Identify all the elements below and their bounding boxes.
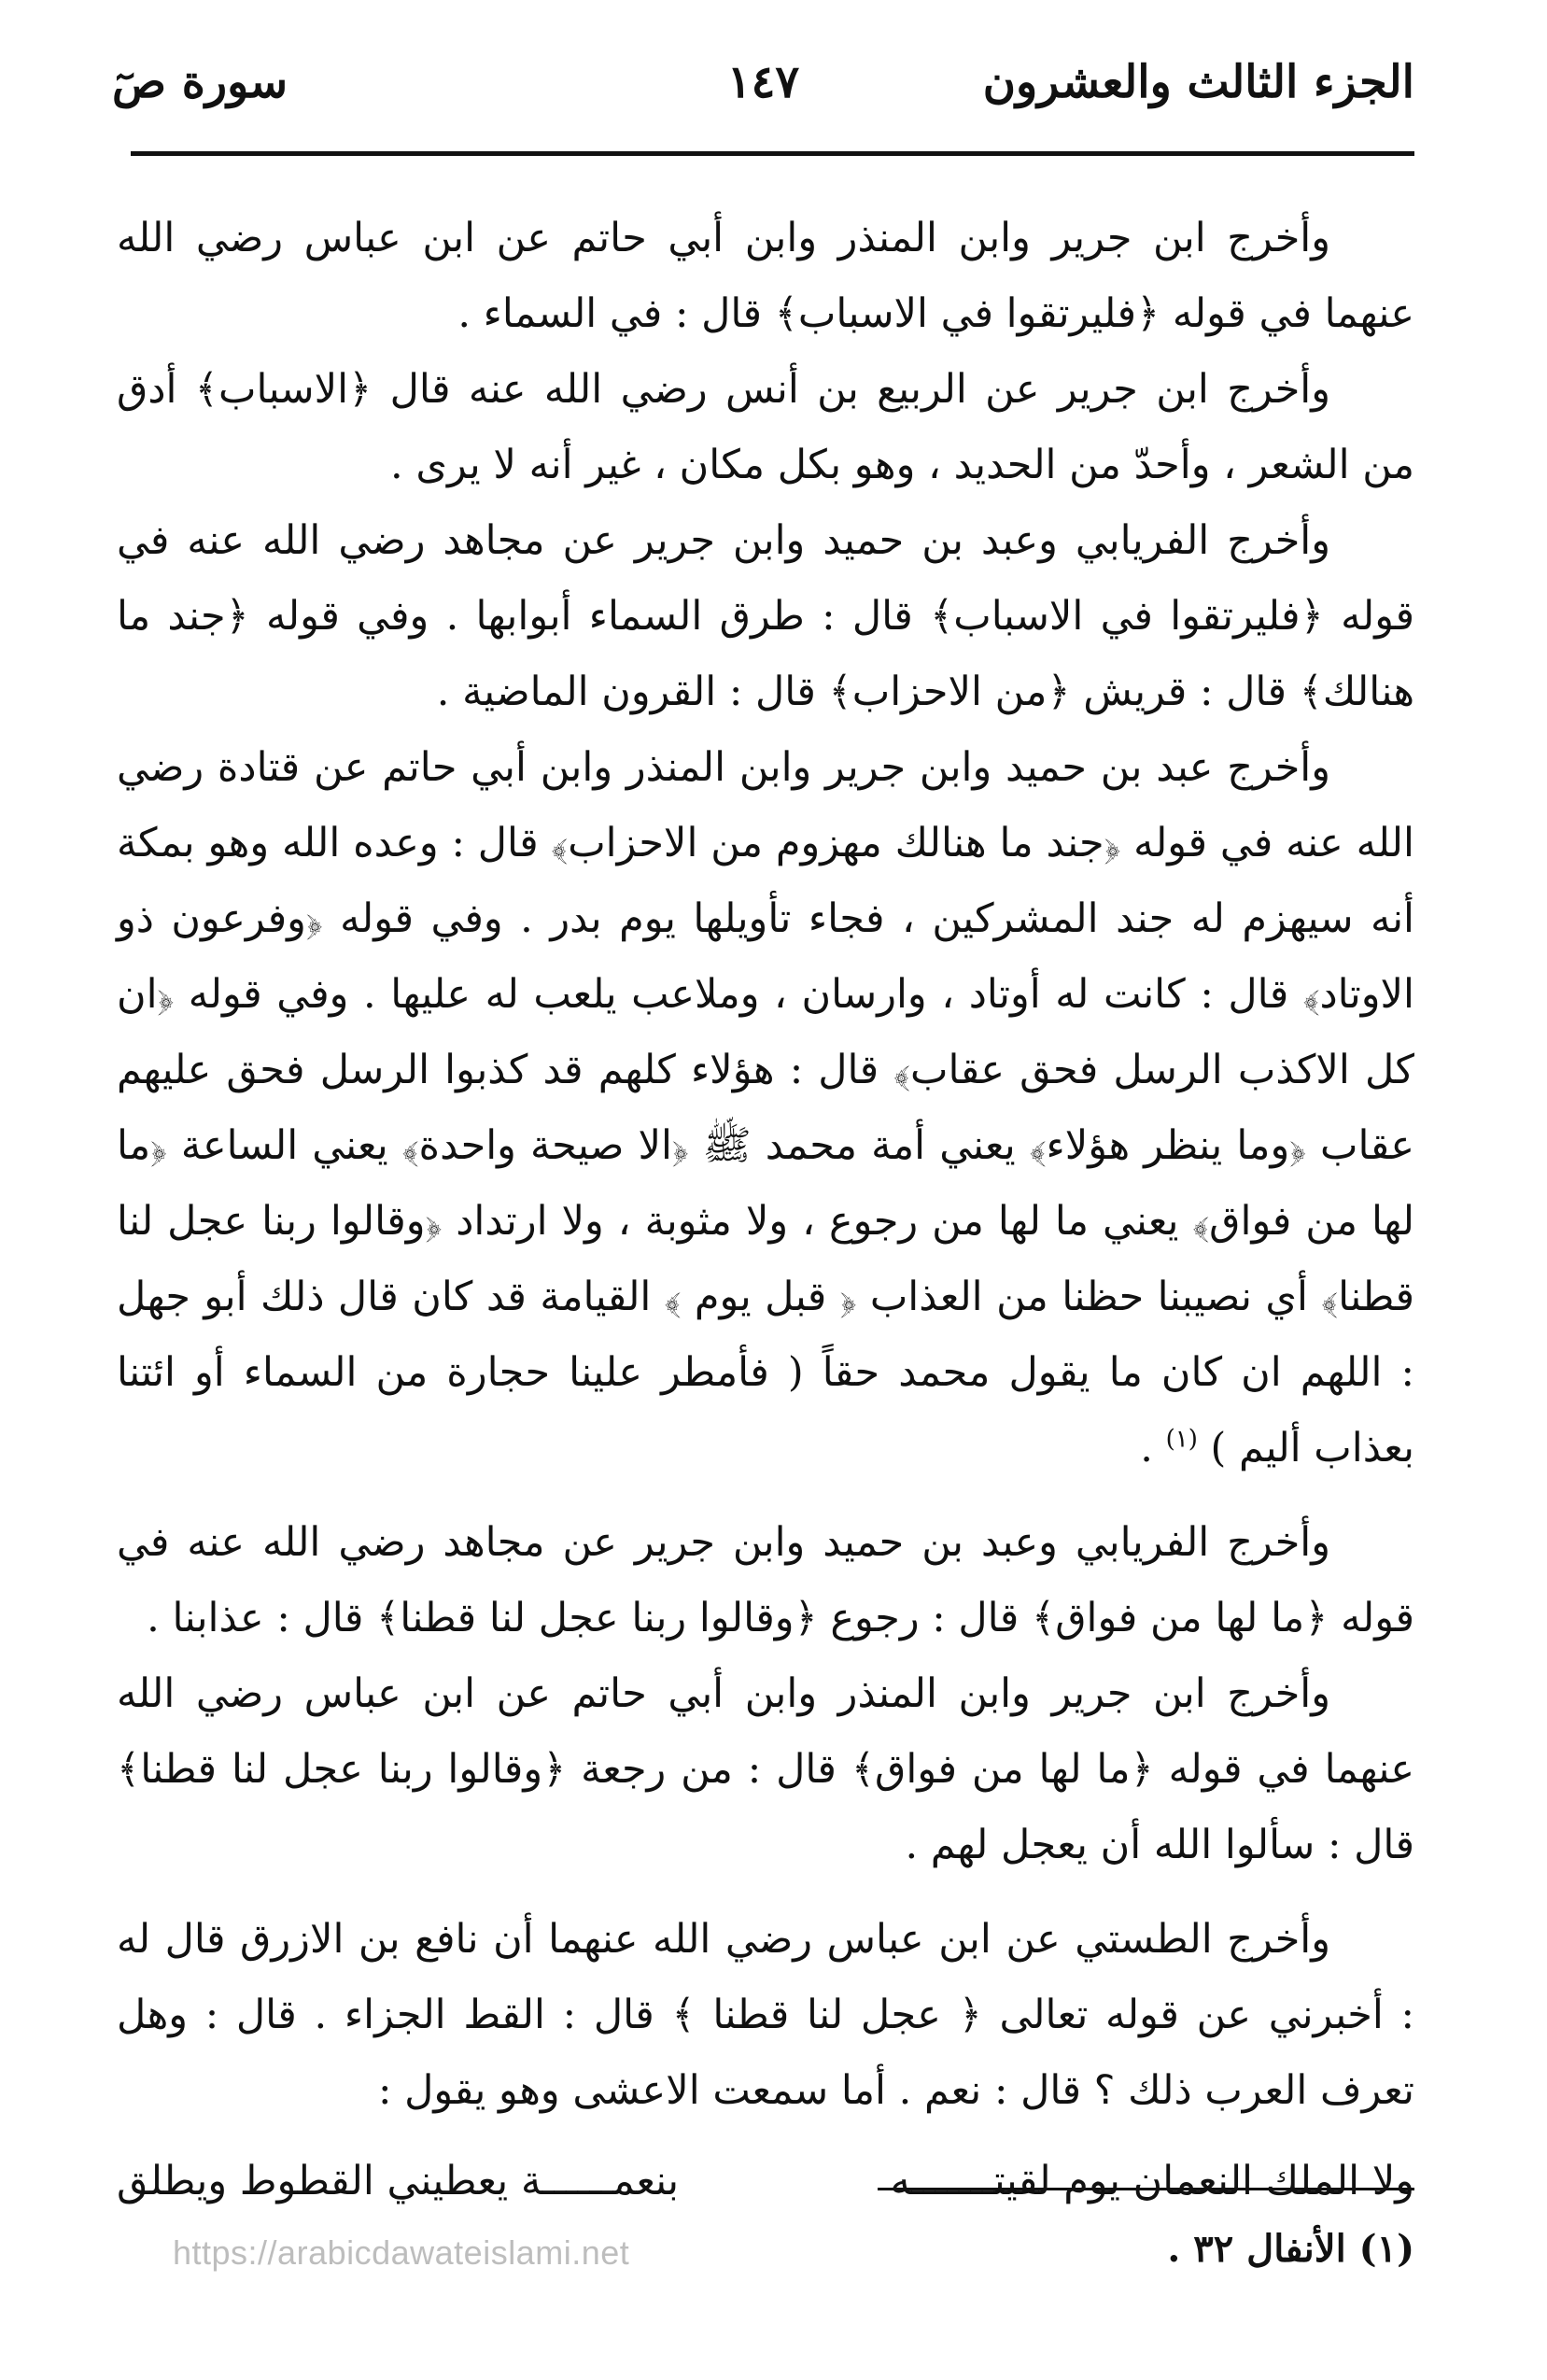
paragraph: وأخرج ابن جرير وابن المنذر وابن أبي حاتم عن ابن عباس رضي الله عنهما في قوله ﴿فليرتقوا في الاسباب﴾ قال : في السماء . xyxy=(117,215,1414,337)
paragraph: وأخرج الفريابي وعبد بن حميد وابن جرير عن مجاهد رضي الله عنه في قوله ﴿فليرتقوا في الاسباب﴾ قال : طرق السماء أبوابها . وفي قوله ﴿جند ما هنالك﴾ قال : قريش ﴿من الاحزاب﴾ قال : القرون الماضية . xyxy=(117,517,1414,715)
verse-second-hemistich: بنعمــــــة يعطيني القطوط ويطلق xyxy=(117,2158,680,2204)
part-title: الجزء الثالث والعشرون xyxy=(982,56,1414,108)
page-number: ١٤٧ xyxy=(726,56,800,108)
paragraph: وأخرج ابن جرير وابن المنذر وابن أبي حاتم عن ابن عباس رضي الله عنهما في قوله ﴿ما لها من فواق﴾ قال : من رجعة ﴿وقالوا ربنا عجل لنا قطنا﴾ قال : سألوا الله أن يعجل لهم . xyxy=(117,1670,1414,1868)
verse-first-hemistich: ولا الملك النعمان يوم لقيتـــــــه xyxy=(890,2158,1414,2204)
paragraph: وأخرج الفريابي وعبد بن حميد وابن جرير عن مجاهد رضي الله عنه في قوله ﴿ما لها من فواق﴾ قال : رجوع ﴿وقالوا ربنا عجل لنا قطنا﴾ قال : عذابنا . xyxy=(117,1519,1414,1641)
header-divider xyxy=(131,151,1414,156)
paragraph-text: وأخرج عبد بن حميد وابن جرير وابن المنذر وابن أبي حاتم عن قتادة رضي الله عنه في قوله ﴿جند ما هنالك مهزوم من الاحزاب﴾ قال : وعده الله وهو بمكة أنه سيهزم له جند المشركين ، فجاء تأويلها يوم بدر . وفي قوله ﴿وفرعون ذو الاوتاد﴾ قال : كانت له أوتاد ، وارسان ، وملاعب يلعب له عليها . وفي قوله ﴿ان كل الاكذب الرسل فحق عقاب﴾ قال : هؤلاء كلهم قد كذبوا الرسل فحق عليهم عقاب ﴿وما ينظر هؤلاء﴾ يعني أمة محمد ﷺ ﴿الا صيحة واحدة﴾ يعني الساعة ﴿ما لها من فواق﴾ يعني ما لها من رجوع ، ولا مثوبة ، ولا ارتداد ﴿وقالوا ربنا عجل لنا قطنا﴾ أي نصيبنا حظنا من العذاب ﴿ قبل يوم ﴾ القيامة قد كان قال ذلك أبو جهل : اللهم ان كان ما يقول محمد حقاً ( فأمطر علينا حجارة من السماء أو ائتنا بعذاب أليم ) xyxy=(117,744,1414,1472)
page-header xyxy=(112,56,1414,121)
poetry-verse xyxy=(117,2144,1414,2219)
footnote-divider xyxy=(878,2188,1414,2190)
paragraph: وأخرج الطستي عن ابن عباس رضي الله عنهما أن نافع بن الازرق قال له : أخبرني عن قوله تعالى ﴿ عجل لنا قطنا ﴾ قال : القط الجزاء . قال : وهل تعرف العرب ذلك ؟ قال : نعم . أما سمعت الاعشى وهو يقول : xyxy=(117,1916,1414,2114)
paragraph: وأخرج ابن جرير عن الربيع بن أنس رضي الله عنه قال ﴿الاسباب﴾ أدق من الشعر ، وأحدّ من الحديد ، وهو بكل مكان ، غير أنه لا يرى . xyxy=(117,366,1414,488)
footnote: (١) الأنفال ٣٢ . xyxy=(1167,2227,1414,2271)
surah-title: سورة صٓ xyxy=(112,56,288,108)
main-text xyxy=(117,201,1414,2219)
watermark-url: https://arabicdawateislami.net xyxy=(173,2233,630,2272)
footnote-marker: (١) xyxy=(1165,1425,1198,1454)
paragraph-with-footnote: وأخرج عبد بن حميد وابن جرير وابن المنذر وابن أبي حاتم عن قتادة رضي الله عنه في قوله ﴿جند ما هنالك مهزوم من الاحزاب﴾ قال : وعده الله وهو بمكة أنه سيهزم له جند المشركين ، فجاء تأويلها يوم بدر . وفي قوله ﴿وفرعون ذو الاوتاد﴾ قال : كانت له أوتاد ، وارسان ، وملاعب يلعب له عليها . وفي قوله ﴿ان كل الاكذب الرسل فحق عقاب﴾ قال : هؤلاء كلهم قد كذبوا الرسل فحق عليهم عقاب ﴿وما ينظر هؤلاء﴾ يعني أمة محمد ﷺ ﴿الا صيحة واحدة﴾ يعني الساعة ﴿ما لها من فواق﴾ يعني ما لها من رجوع ، ولا مثوبة ، ولا ارتداد ﴿وقالوا ربنا عجل لنا قطنا﴾ أي نصيبنا حظنا من العذاب ﴿ قبل يوم ﴾ القيامة قد كان قال ذلك أبو جهل : اللهم ان كان ما يقول محمد حقاً ( فأمطر علينا حجارة من السماء أو ائتنا بعذاب أليم ) $^{(١)}$ . xyxy=(117,744,1414,1472)
